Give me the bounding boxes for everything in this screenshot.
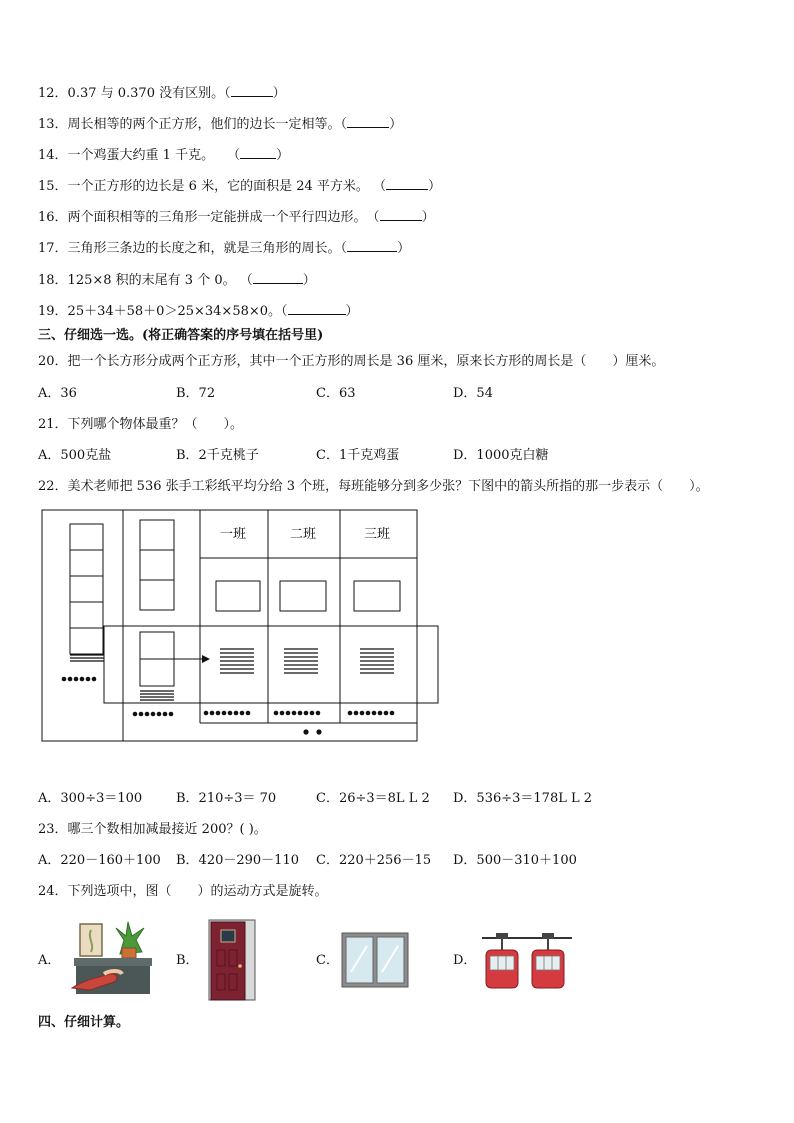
q21-option-c[interactable]: C．1千克鸡蛋 (316, 448, 400, 463)
question-23-stem: 23．哪三个数相加减最接近 200？( )。 (38, 822, 267, 837)
cable-car-picture[interactable] (480, 928, 574, 992)
answer-blank[interactable] (253, 271, 303, 284)
answer-blank[interactable] (386, 177, 428, 190)
q21-option-b[interactable]: B．2千克桃子 (176, 448, 259, 463)
class-label-1: 一班 (219, 527, 247, 542)
q20-option-c[interactable]: C．63 (316, 386, 356, 401)
q24-option-c[interactable]: C． (316, 953, 339, 968)
q22-option-b[interactable]: B．210÷3＝ 70 (176, 791, 277, 806)
arrow-head (202, 655, 210, 663)
question-14: 14．一个鸡蛋大约重 1 千克。 （ ） (38, 148, 290, 163)
section-four-heading: 四、仔细计算。 (38, 1015, 130, 1030)
question-24-stem: 24．下列选项中，图（ ）的运动方式是旋转。 (38, 884, 328, 899)
tens-group-2 (284, 649, 318, 673)
q21-option-d[interactable]: D．1000克白糖 (453, 448, 549, 463)
answer-blank[interactable] (347, 115, 389, 128)
question-20-stem: 20．把一个长方形分成两个正方形，其中一个正方形的周长是 36 厘米，原来长方形的周长是（ ）厘米。 (38, 354, 665, 369)
door-picture[interactable] (207, 918, 259, 1002)
q20-option-d[interactable]: D．54 (453, 386, 493, 401)
q22-option-a[interactable]: A．300÷3＝100 (38, 791, 143, 806)
answer-blank[interactable] (380, 208, 422, 221)
question-22-stem: 22．美术老师把 536 张手工彩纸平均分给 3 个班，每班能够分到多少张？下图中的箭头所指的那一步表示（ ）。 (38, 479, 709, 494)
question-12: 12．0.37 与 0.370 没有区别。（ ） (38, 86, 286, 101)
class-label-2: 二班 (289, 527, 317, 542)
q21-option-a[interactable]: A．500克盐 (38, 448, 112, 463)
question-19: 19．25＋34＋58＋0＞25×34×58×0。（ ） (38, 304, 359, 319)
q24-option-a[interactable]: A． (38, 953, 61, 968)
q22-option-d[interactable]: D．536÷3＝178L L 2 (453, 791, 593, 806)
answer-blank[interactable] (240, 146, 276, 159)
section-three-heading: 三、仔细选一选。(将正确答案的序号填在括号里) (38, 328, 324, 343)
class-label-3: 三班 (363, 527, 391, 542)
answer-blank[interactable] (231, 84, 273, 97)
question-17: 17．三角形三条边的长度之和，就是三角形的周长。（ ） (38, 241, 411, 256)
q24-option-d[interactable]: D． (453, 953, 477, 968)
q23-option-b[interactable]: B．420－290－110 (176, 853, 299, 868)
division-diagram (40, 508, 442, 744)
q22-option-c[interactable]: C．26÷3＝8L L 2 (316, 791, 430, 806)
question-21-stem: 21．下列哪个物体最重？（ ）。 (38, 417, 244, 432)
question-15: 15．一个正方形的边长是 6 米，它的面积是 24 平方米。 （ ） (38, 179, 442, 194)
answer-blank[interactable] (288, 302, 346, 315)
ones-dots (62, 677, 395, 735)
question-18: 18．125×8 积的末尾有 3 个 0。 （ ） (38, 273, 316, 288)
q23-option-c[interactable]: C．220＋256－15 (316, 853, 432, 868)
q24-option-b[interactable]: B． (176, 953, 199, 968)
window-picture[interactable] (341, 932, 409, 988)
tens-group-1 (220, 649, 254, 673)
q23-option-a[interactable]: A．220－160＋100 (38, 853, 161, 868)
drawer-plant-picture[interactable] (70, 918, 154, 1000)
tens-group-3 (360, 649, 394, 673)
answer-blank[interactable] (347, 239, 397, 252)
q20-option-a[interactable]: A．36 (38, 386, 77, 401)
question-16: 16．两个面积相等的三角形一定能拼成一个平行四边形。 （ ） (38, 210, 435, 225)
q23-option-d[interactable]: D．500－310＋100 (453, 853, 577, 868)
question-13: 13．周长相等的两个正方形，他们的边长一定相等。（ ） (38, 117, 403, 132)
q20-option-b[interactable]: B．72 (176, 386, 216, 401)
